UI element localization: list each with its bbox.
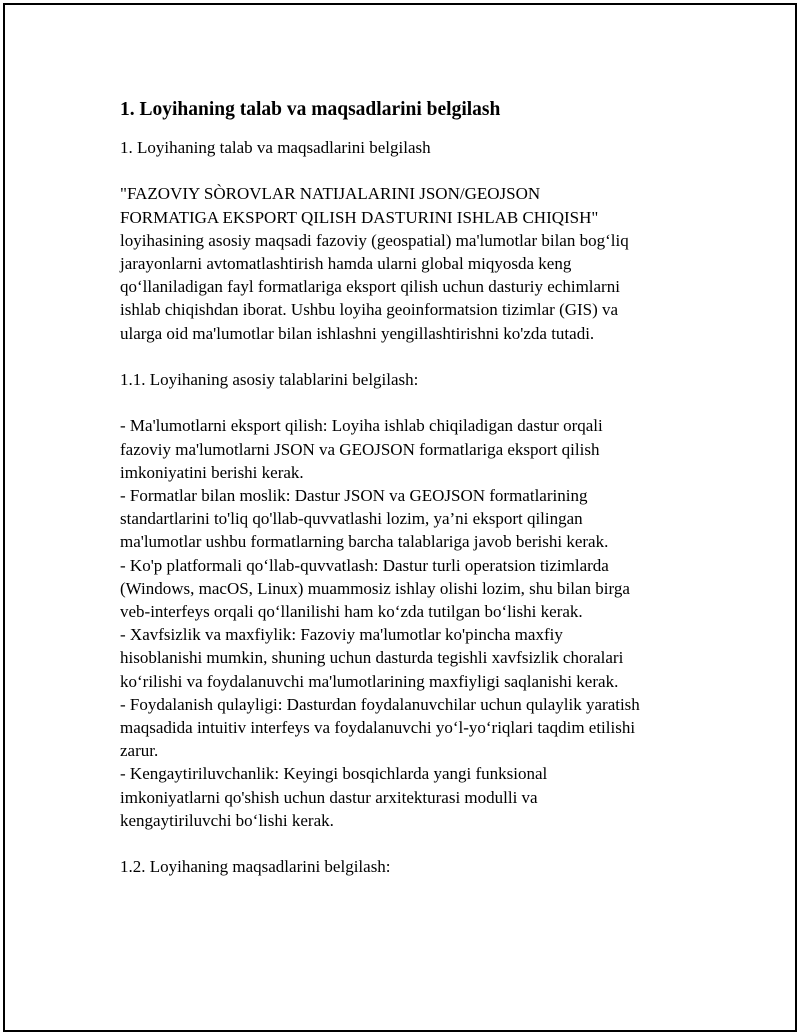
requirement-line: zarur. (120, 741, 159, 761)
subheading-paragraph: 1. Loyihaning talab va maqsadlarini belgilash (120, 138, 431, 157)
requirement-line: kengaytiriluvchi bo‘lishi kerak. (120, 810, 334, 830)
spacer (120, 832, 710, 855)
requirement-line: - Ko'p platformali qo‘llab-quvvatlash: Dastur turli operatsion tizimlarda (120, 555, 609, 575)
intro-line: loyihasining asosiy maqsadi fazoviy (geospatial) ma'lumotlar bilan bog‘liq (120, 230, 629, 250)
requirement-line: imkoniyatlarni qo'shish uchun dastur arxitekturasi modulli va (120, 787, 538, 807)
requirement-line: ma'lumotlar ushbu formatlarning barcha talablariga javob berishi kerak. (120, 532, 609, 552)
requirement-line: - Ma'lumotlarni eksport qilish: Loyiha ishlab chiqiladigan dastur orqali (120, 416, 603, 436)
spacer (120, 391, 710, 414)
requirement-line: maqsadida intuitiv interfeys va foydalanuvchi yo‘l-yo‘riqlari taqdim etilishi (120, 718, 636, 738)
section-1-1-title: 1.1. Loyihaning asosiy talablarini belgilash: (120, 370, 419, 389)
requirement-line: fazoviy ma'lumotlarni JSON va GEOJSON formatlariga eksport qilish (120, 439, 600, 459)
intro-line: ishlab chiqishdan iborat. Ushbu loyiha geoinformatsion tizimlar (GIS) va (120, 300, 619, 320)
requirement-line: - Kengaytiriluvchanlik: Keyingi bosqichlarda yangi funksional (120, 764, 548, 784)
requirements-list (120, 414, 710, 832)
requirement-line: (Windows, macOS, Linux) muammosiz ishlay olishi lozim, shu bilan birga (120, 578, 630, 598)
intro-line: "FAZOVIY SÒROVLAR NATIJALARINI JSON/GEOJSON (120, 184, 541, 204)
requirement-line: standartlarini to'liq qo'llab-quvvatlashi lozim, ya’ni eksport qilingan (120, 509, 583, 529)
section-1-2-title: 1.2. Loyihaning maqsadlarini belgilash: (120, 857, 391, 877)
intro-line: ularga oid ma'lumotlar bilan ishlashni yengillashtirishni ko'zda tutadi. (120, 323, 595, 343)
spacer (120, 345, 710, 368)
requirement-line: - Formatlar bilan moslik: Dastur JSON va GEOJSON formatlarining (120, 486, 588, 505)
document-heading: 1. Loyihaning talab va maqsadlarini belgilash (120, 99, 501, 120)
requirement-line: - Xavfsizlik va maxfiylik: Fazoviy ma'lumotlar ko'pincha maxfiy (120, 625, 563, 645)
requirement-line: - Foydalanish qulayligi: Dasturdan foydalanuvchilar uchun qulaylik yaratish (120, 694, 640, 714)
intro-line: FORMATIGA EKSPORT QILISH DASTURINI ISHLAB CHIQISH" (120, 207, 599, 227)
requirement-line: veb-interfeys orqali qo‘llanilishi ham ko‘zda tutilgan bo‘lishi kerak. (120, 602, 583, 622)
intro-line: jarayonlarni avtomatlashtirish hamda ularni global miqyosda keng (120, 254, 572, 273)
requirement-line: ko‘rilishi va foydalanuvchi ma'lumotlarining maxfiyligi saqlanishi kerak. (120, 671, 619, 691)
spacer (120, 123, 710, 136)
requirement-line: imkoniyatini berishi kerak. (120, 462, 304, 482)
document-content (120, 97, 710, 878)
requirement-line: hisoblanishi mumkin, shuning uchun dasturda tegishli xavfsizlik choralari (120, 648, 624, 668)
intro-line: qo‘llaniladigan fayl formatlariga eksport qilish uchun dasturiy echimlarni (120, 277, 620, 297)
spacer (120, 159, 710, 182)
intro-paragraph (120, 182, 710, 344)
document-page (3, 3, 797, 1032)
